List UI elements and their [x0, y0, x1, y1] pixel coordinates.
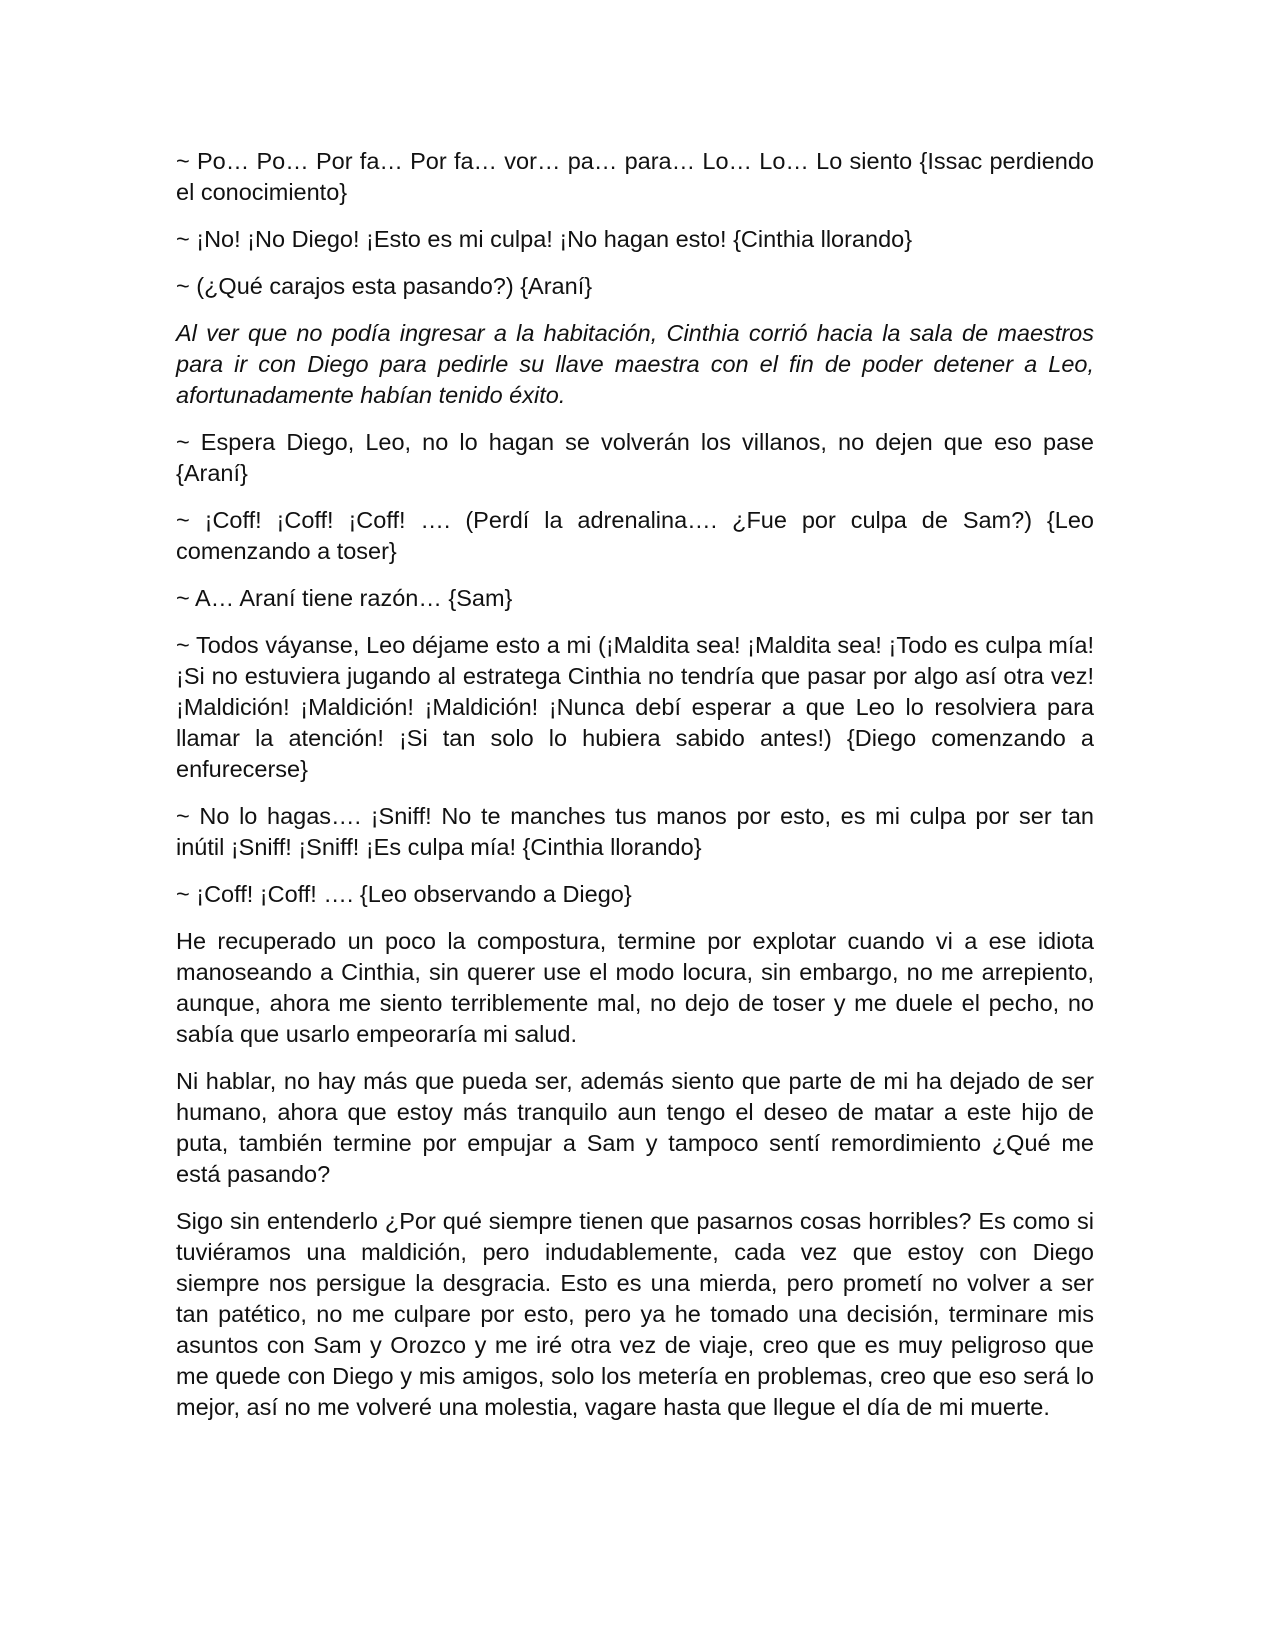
- narration-paragraph: Ni hablar, no hay más que pueda ser, además siento que parte de mi ha dejado de ser humano, ahora que estoy más tranquilo aun tengo el deseo de matar a este hijo de puta, también termine por empujar a Sam y tampoco sentí remordimiento ¿Qué me está pasando?: [176, 1068, 1094, 1187]
- dialogue-paragraph: ~ Espera Diego, Leo, no lo hagan se volverán los villanos, no dejen que eso pase {Araní}: [176, 429, 1094, 486]
- dialogue-paragraph: ~ ¡Coff! ¡Coff! ¡Coff! …. (Perdí la adrenalina…. ¿Fue por culpa de Sam?) {Leo comenzando a toser}: [176, 507, 1094, 564]
- narration-paragraph: Sigo sin entenderlo ¿Por qué siempre tienen que pasarnos cosas horribles? Es como si tuviéramos una maldición, pero indudablemente, cada vez que estoy con Diego siempre nos persigue la desgracia. Esto es una mierda, pero prometí no volver a ser tan patético, no me culpare por esto, pero ya he tomado una decisión, terminare mis asuntos con Sam y Orozco y me iré otra vez de viaje, creo que es muy peligroso que me quede con Diego y mis amigos, solo los metería en problemas, creo que eso será lo mejor, así no me volveré una molestia, vagare hasta que llegue el día de mi muerte.: [176, 1208, 1094, 1420]
- dialogue-paragraph: ~ A… Araní tiene razón… {Sam}: [176, 585, 513, 611]
- dialogue-paragraph: ~ ¡Coff! ¡Coff! …. {Leo observando a Diego}: [176, 881, 632, 907]
- dialogue-paragraph: ~ No lo hagas…. ¡Sniff! No te manches tus manos por esto, es mi culpa por ser tan inútil ¡Sniff! ¡Sniff! ¡Es culpa mía! {Cinthia llorando}: [176, 803, 1094, 860]
- dialogue-paragraph: ~ (¿Qué carajos esta pasando?) {Araní}: [176, 273, 593, 299]
- dialogue-paragraph: ~ ¡No! ¡No Diego! ¡Esto es mi culpa! ¡No hagan esto! {Cinthia llorando}: [176, 226, 913, 252]
- narration-paragraph: Al ver que no podía ingresar a la habitación, Cinthia corrió hacia la sala de maestros para ir con Diego para pedirle su llave maestra con el fin de poder detener a Leo, afortunadamente habían tenido éxito.: [176, 320, 1094, 408]
- dialogue-paragraph: ~ Todos váyanse, Leo déjame esto a mi (¡Maldita sea! ¡Maldita sea! ¡Todo es culpa mía! ¡Si no estuviera jugando al estratega Cinthia no tendría que pasar por algo así otra vez! ¡Maldición! ¡Maldición! ¡Maldición! ¡Nunca debí esperar a que Leo lo resolviera para llamar la atención! ¡Si tan solo lo hubiera sabido antes!) {Diego comenzando a enfurecerse}: [176, 632, 1094, 782]
- narration-paragraph: He recuperado un poco la compostura, termine por explotar cuando vi a ese idiota manoseando a Cinthia, sin querer use el modo locura, sin embargo, no me arrepiento, aunque, ahora me siento terriblemente mal, no dejo de toser y me duele el pecho, no sabía que usarlo empeoraría mi salud.: [176, 928, 1094, 1047]
- dialogue-paragraph: ~ Po… Po… Por fa… Por fa… vor… pa… para… Lo… Lo… Lo siento {Issac perdiendo el conocimiento}: [176, 148, 1094, 205]
- document-body: [176, 146, 1094, 1439]
